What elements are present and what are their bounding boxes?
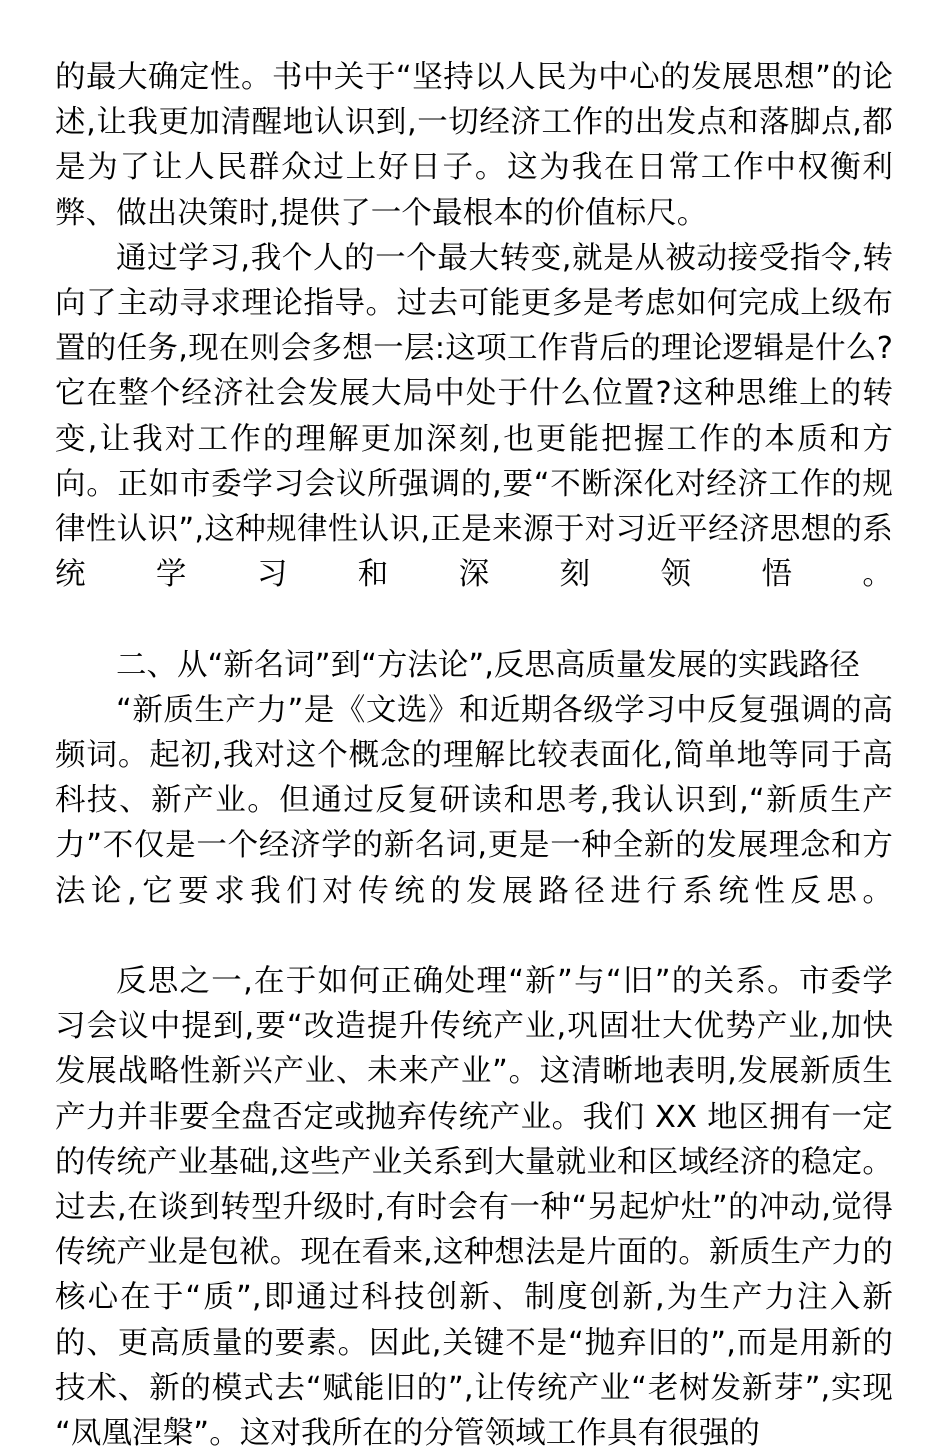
paragraph-new-productive-forces: “新质生产力”是《文选》和近期各级学习中反复强调的高频词。起初,我对这个概念的理解比较表面化,简单地等同于高科技、新产业。但通过反复研读和思考,我认识到,“新质生产力”不仅是一个经济学的新名词,更是一种全新的发展理念和方法论,它要求我们对传统的发展路径进行系统性反思。 xyxy=(55,692,893,909)
section-heading-two: 二、从“新名词”到“方法论”,反思高质量发展的实践路径 xyxy=(116,647,860,683)
document-body xyxy=(55,55,893,1456)
paragraph-reflection-one: 反思之一,在于如何正确处理“新”与“旧”的关系。市委学习会议中提到,要“改造提升传统产业,巩固壮大优势产业,加快发展战略性新兴产业、未来产业”。这清晰地表明,发展新质生产力并非要全盘否定或抛弃传统产业。我们 XX 地区拥有一定的传统产业基础,这些产业关系到大量就业和区域经济的稳定。过去,在谈到转型升级时,有时会有一种“另起炉灶”的冲动,觉得传统产业是包袱。现在看来,这种想法是片面的。新质生产力的核心在于“质”,即通过科技创新、制度创新,为生产力注入新的、更高质量的要素。因此,关键不是“抛弃旧的”,而是用新的技术、新的模式去“赋能旧的”,让传统产业“老树发新芽”,实现“凤凰涅槃”。这对我所在的分管领域工作具有很强的 xyxy=(55,964,893,1452)
paragraph-learning-transformation: 通过学习,我个人的一个最大转变,就是从被动接受指令,转向了主动寻求理论指导。过去可能更多是考虑如何完成上级布置的任务,现在则会多想一层:这项工作背后的理论逻辑是什么?它在整个经济社会发展大局中处于什么位置?这种思维上的转变,让我对工作的理解更加深刻,也更能把握工作的本质和方向。正如市委学习会议所强调的,要“不断深化对经济工作的规律性认识”,这种规律性认识,正是来源于对习近平经济思想的系统学习和深刻领悟。 xyxy=(55,240,893,593)
paragraph-continuation: 的最大确定性。书中关于“坚持以人民为中心的发展思想”的论述,让我更加清醒地认识到,一切经济工作的出发点和落脚点,都是为了让人民群众过上好日子。这为我在日常工作中权衡利弊、做出决策时,提供了一个最根本的价值标尺。 xyxy=(55,60,893,231)
